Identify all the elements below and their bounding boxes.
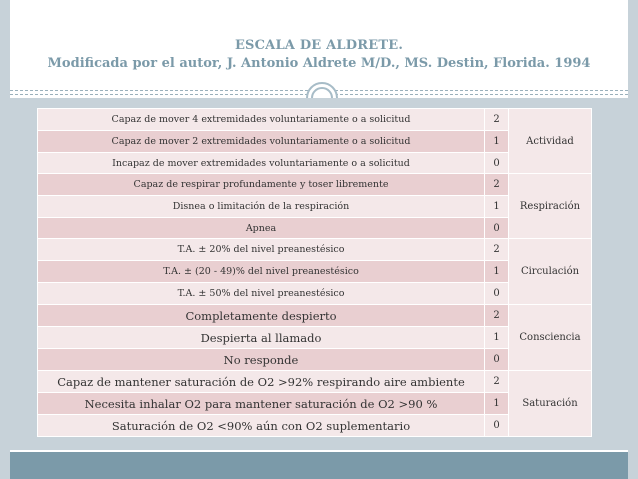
score-cell: 1: [485, 131, 509, 153]
criterion-cell: Disnea o limitación de la respiración: [38, 196, 485, 218]
bottom-band: [10, 452, 628, 479]
score-cell: 0: [485, 283, 509, 305]
criterion-cell: T.A. ± 20% del nivel preanestésico: [38, 239, 485, 261]
category-cell: Respiración: [509, 174, 592, 239]
score-cell: 0: [485, 153, 509, 174]
criterion-cell: Completamente despierto: [38, 305, 485, 327]
criterion-cell: Necesita inhalar O2 para mantener saturación de O2 >90 %: [38, 393, 485, 415]
score-cell: 2: [485, 371, 509, 393]
criterion-cell: No responde: [38, 349, 485, 371]
table-row: [38, 153, 592, 174]
category-cell: Consciencia: [509, 305, 592, 371]
table-row: [38, 283, 592, 305]
criterion-cell: Capaz de mover 4 extremidades voluntariamente o a solicitud: [38, 109, 485, 131]
slide-subtitle: Modificada por el autor, J. Antonio Aldrete M/D., MS. Destin, Florida. 1994: [47, 56, 591, 71]
criterion-cell: Capaz de mantener saturación de O2 >92% respirando aire ambiente: [38, 371, 485, 393]
criterion-cell: Apnea: [38, 218, 485, 239]
left-side-bar: [0, 0, 10, 479]
table-row: [38, 239, 592, 261]
slide-title: ESCALA DE ALDRETE.: [234, 38, 404, 53]
table-row: [38, 218, 592, 239]
table-row: [38, 393, 592, 415]
score-cell: 1: [485, 327, 509, 349]
score-cell: 1: [485, 261, 509, 283]
table-row: [38, 196, 592, 218]
category-cell: Circulación: [509, 239, 592, 305]
score-cell: 1: [485, 393, 509, 415]
criterion-cell: Capaz de mover 2 extremidades voluntariamente o a solicitud: [38, 131, 485, 153]
aldrete-scale-table: [37, 108, 592, 437]
criterion-cell: T.A. ± (20 - 49)% del nivel preanestésico: [38, 261, 485, 283]
criterion-cell: Despierta al llamado: [38, 327, 485, 349]
score-cell: 2: [485, 239, 509, 261]
score-cell: 2: [485, 109, 509, 131]
criterion-cell: Saturación de O2 <90% aún con O2 suplementario: [38, 415, 485, 437]
score-cell: 1: [485, 196, 509, 218]
table-row: [38, 174, 592, 196]
category-cell: Actividad: [509, 109, 592, 174]
table-row: [38, 305, 592, 327]
title-area: [10, 0, 628, 88]
score-cell: 2: [485, 305, 509, 327]
criterion-cell: Incapaz de mover extremidades voluntariamente o a solicitud: [38, 153, 485, 174]
right-side-bar: [628, 0, 638, 479]
score-cell: 0: [485, 349, 509, 371]
table-row: [38, 109, 592, 131]
table-row: [38, 415, 592, 437]
table-row: [38, 349, 592, 371]
table-row: [38, 327, 592, 349]
table-row: [38, 131, 592, 153]
category-cell: Saturación: [509, 371, 592, 437]
score-cell: 2: [485, 174, 509, 196]
score-cell: 0: [485, 218, 509, 239]
criterion-cell: T.A. ± 50% del nivel preanestésico: [38, 283, 485, 305]
table-row: [38, 261, 592, 283]
criterion-cell: Capaz de respirar profundamente y toser libremente: [38, 174, 485, 196]
score-cell: 0: [485, 415, 509, 437]
table-row: [38, 371, 592, 393]
